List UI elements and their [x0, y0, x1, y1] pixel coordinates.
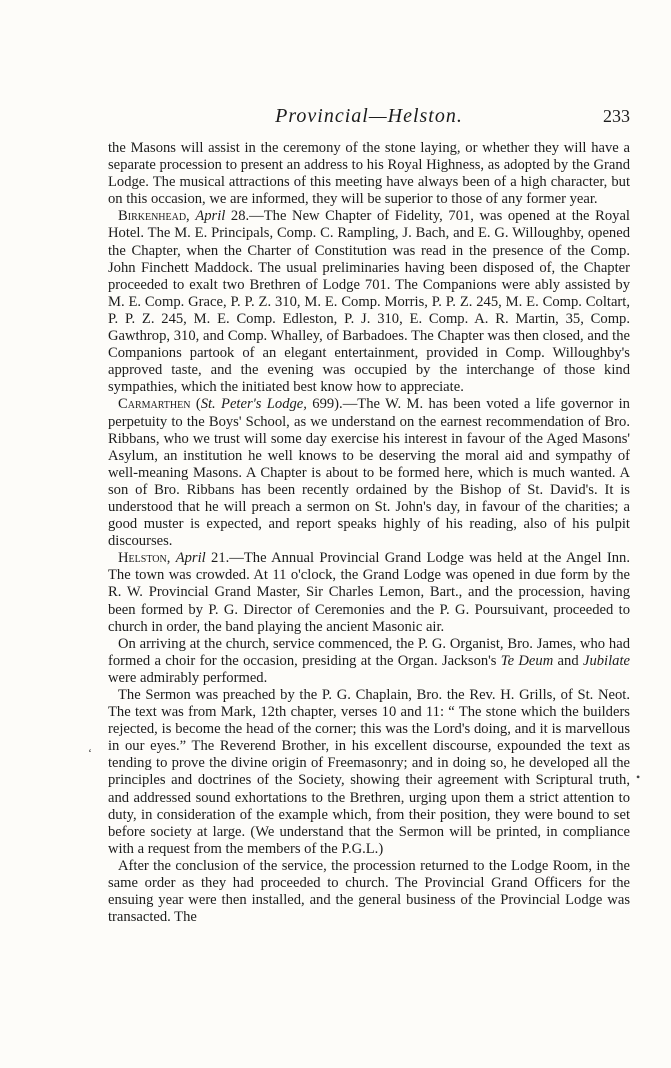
work-title: Jubilate — [582, 652, 630, 669]
margin-tick-mark: ‘ — [88, 746, 92, 760]
place-name: Birkenhead, — [118, 208, 190, 225]
paragraph-text: ( — [190, 396, 201, 413]
lodge-name: St. Peter's Lodge, — [200, 396, 307, 413]
paragraph-text: 699).—The W. M. has been voted a life governor in perpetuity to the Boys' School, as we understand on the earnest recommendation of Bro. Ribbans, who we trust will some day exercise his interest in favour of the Aged Masons' Asylum, an institution he well knows to be deserving the moral aid and sympathy of well-meaning Masons. A Chapter is about to be formed here, which is much wanted. A son of Bro. Ribbans has been recently ordained by the Bishop of St. David's. It is understood that he will preach a sermon on St. John's day, in favour of the charities; a good muster is expected, and report speaks highly of his reading, also of his pulpit discourses. — [108, 396, 630, 550]
paragraph-conclusion: After the conclusion of the service, the procession returned to the Lodge Room, in the same order as they had proceeded to church. The Provincial Grand Officers for the ensuing year were then installed, and the general business of the Provincial Lodge was transacted. The — [108, 857, 630, 926]
page-number: 233 — [603, 106, 630, 126]
paragraph-text: 21.—The Annual Provincial Grand Lodge was held at the Angel Inn. The town was crowded. At 11 o'clock, the Grand Lodge was opened in due form by the R. W. Provincial Grand Master, Sir Charles Lemon, Bart., and the procession, having been formed by P. G. Director of Ceremonies and the P. G. Poursuivant, proceeded to church in order, the band playing the ancient Masonic air. — [108, 550, 630, 635]
paragraph-text: were admirably performed. — [108, 669, 268, 686]
place-name: Carmarthen — [118, 396, 191, 413]
page-body — [108, 140, 630, 926]
report-date: April — [175, 550, 206, 567]
paragraph-text: On arriving at the church, service commenced, the P. G. Organist, Bro. James, who had formed a choir for the occasion, presiding at the Organ. Jackson's — [108, 635, 630, 669]
place-name: Helston, — [118, 550, 171, 567]
paragraph-text: and — [553, 652, 583, 669]
running-title: Provincial—Helston. — [275, 105, 463, 127]
paragraph-birkenhead — [108, 208, 630, 396]
paragraph-carmarthen — [108, 396, 630, 550]
paragraph-church-service — [108, 636, 630, 687]
paragraph-text: 28.—The New Chapter of Fidelity, 701, was opened at the Royal Hotel. The M. E. Principals, Comp. C. Rampling, J. Bach, and E. G. Willoughby, opened the Chapter, when the Charter of Constitution was read in the presence of the Comp. John Finchett Maddock. The usual preliminaries having been disposed of, the Chapter proceeded to exalt two Brethren of Lodge 701. The Companions were ably assisted by M. E. Comp. Grace, P. P. Z. 310, M. E. Comp. Morris, P. P. Z. 245, M. E. Comp. Coltart, P. P. Z. 245, M. E. Comp. Edleston, P. J. 310, E. Comp. A. R. Martin, 35, Comp. Gawthrop, 310, and Comp. Whalley, of Barbadoes. The Chapter was then closed, and the Companions partook of an elegant entertainment, provided in Comp. Willoughby's approved taste, and the evening was occupied by the interchange of those kind sympathies, which the initiated best know how to appreciate. — [108, 208, 630, 396]
paragraph-continuation: the Masons will assist in the ceremony of the stone laying, or whether they will have a separate procession to present an address to his Royal Highness, as adopted by the Grand Lodge. The musical attractions of this meeting have always been of a high character, but on this occasion, we are informed, they will be superior to those of any former year. — [108, 140, 630, 208]
page-header — [108, 105, 630, 135]
work-title: Te Deum — [500, 652, 554, 669]
paragraph-sermon: The Sermon was preached by the P. G. Chaplain, Bro. the Rev. H. Grills, of St. Neot. The text was from Mark, 12th chapter, verses 10 and 11: “ The stone which the builders rejected, is become the head of the corner; this was the Lord's doing, and it is marvellous in our eyes.” The Reverend Brother, in his excellent discourse, expounded the text as tending to prove the divine origin of Freemasonry; and in doing so, he developed all the principles and doctrines of the Society, showing their agreement with Scriptural truth, and addressed sound exhortations to the Brethren, urging upon them a strict attention to duty, in consideration of the example which, from their position, they were bound to set before society at large. (We understand that the Sermon will be printed, in compliance with a request from the members of the P.G.L.) — [108, 687, 630, 857]
paragraph-helston — [108, 550, 630, 635]
report-date: April — [195, 208, 226, 225]
margin-dot-mark: • — [636, 770, 641, 784]
